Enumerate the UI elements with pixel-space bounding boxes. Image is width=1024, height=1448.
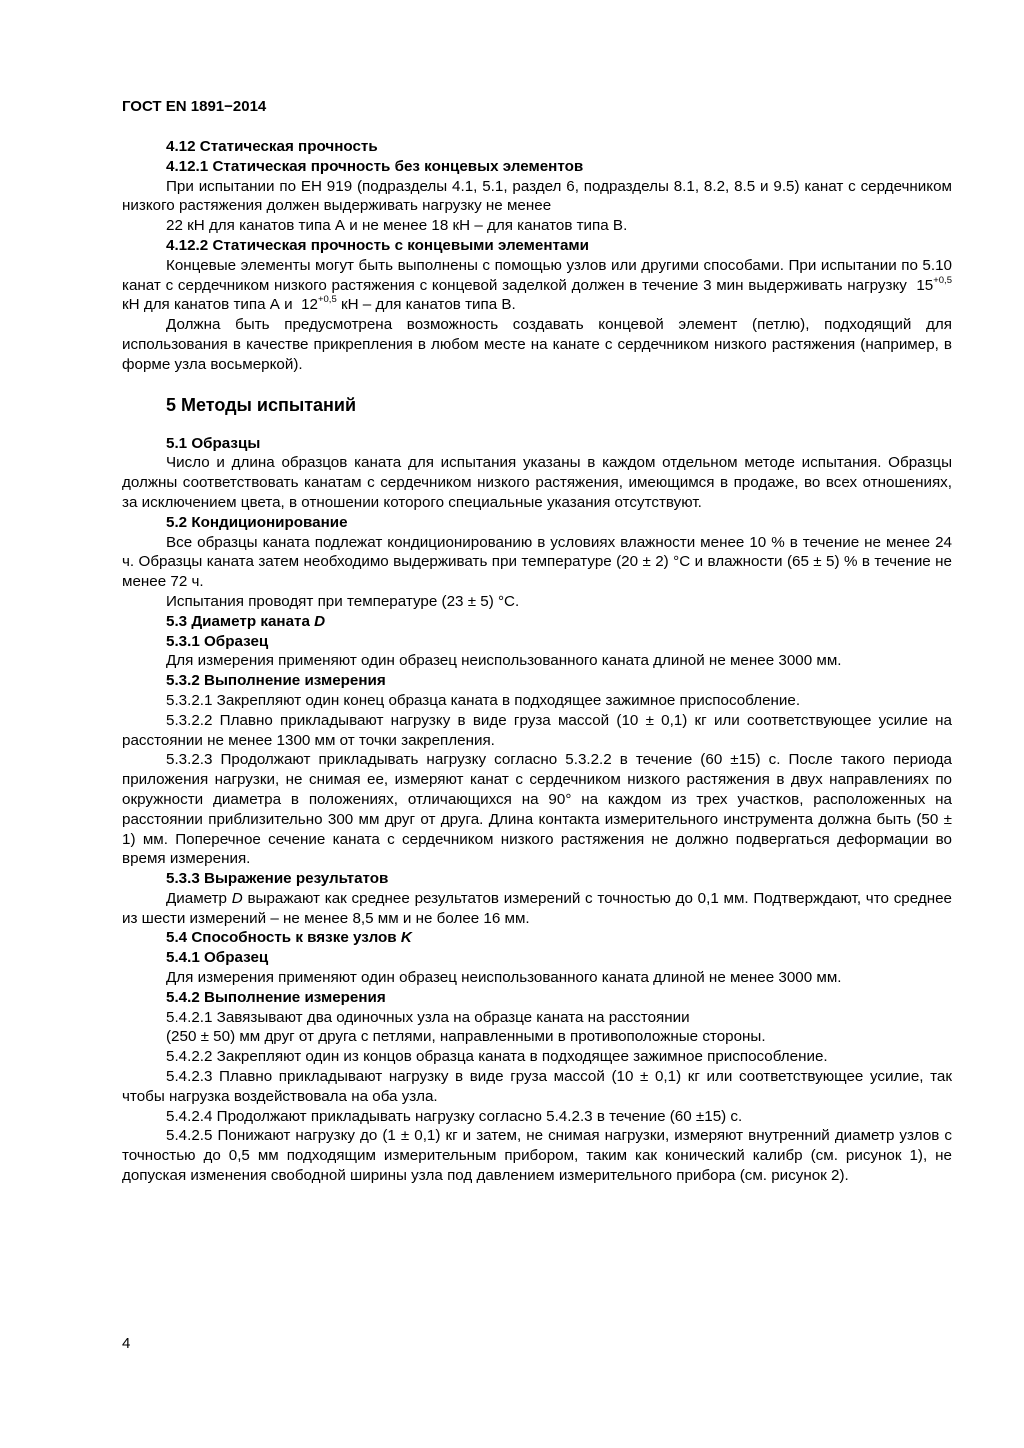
heading-5-3 <box>122 612 952 632</box>
paragraph-5-3-1: Для измерения применяют один образец неиспользованного каната длиной не менее 3000 мм. <box>166 652 842 670</box>
paragraph-5-4-2-1: 5.4.2.1 Завязывают два одиночных узла на образце каната на расстоянии <box>166 1008 690 1026</box>
heading-5-4-1: 5.4.1 Образец <box>166 949 269 967</box>
text-run: Диаметр <box>166 889 232 907</box>
text-run: кН для канатов типа А и <box>122 296 293 314</box>
text-run: Концевые элементы могут быть выполнены с помощью узлов или другими способами. При испытании по 5.10 канат с сердечником низкого растяжения с концевой заделкой должен в течение 3 мин выдерживать нагрузку <box>122 256 952 294</box>
paragraph-5-3-2-2: 5.3.2.2 Плавно прикладывают нагрузку в виде груза массой (10 ± 0,1) кг или соответствующее усилие на расстоянии не менее 1300 мм от точки закрепления. <box>122 711 952 749</box>
paragraph-5-4-2-4: 5.4.2.4 Продолжают прикладывать нагрузку согласно 5.4.2.3 в течение (60 ±15) с. <box>166 1107 743 1125</box>
document-header: ГОСТ EN 1891−2014 <box>122 98 267 115</box>
heading-5-3-1: 5.3.1 Образец <box>166 632 269 650</box>
heading-4-12: 4.12 Статическая прочность <box>166 138 378 155</box>
paragraph-5-2-b: Испытания проводят при температуре (23 ± 5) °С. <box>166 592 520 610</box>
paragraph-5-3-3 <box>122 889 952 929</box>
paragraph-4-12-1-values: 22 кН для канатов типа А и не менее 18 кН – для канатов типа В. <box>166 217 628 235</box>
paragraph-4-12-1: При испытании по ЕН 919 (подразделы 4.1, 5.1, раздел 6, подразделы 8.1, 8.2, 8.5 и 9.5) канат с сердечником низкого растяжения должен выдерживать нагрузку не менее <box>122 177 952 215</box>
load-value-b: 12 <box>301 296 318 314</box>
paragraph-5-4-1: Для измерения применяют один образец неиспользованного каната длиной не менее 3000 мм. <box>166 969 842 987</box>
paragraph-4-12-2 <box>122 256 952 315</box>
section-title-5: 5 Методы испытаний <box>166 394 357 415</box>
heading-5-2: 5.2 Кондиционирование <box>166 513 348 531</box>
heading-5-1: 5.1 Образцы <box>166 434 261 452</box>
tolerance-b: +0,5 <box>317 294 337 306</box>
symbol-d: D <box>231 889 243 907</box>
paragraph-5-2-a: Все образцы каната подлежат кондиционированию в условиях влажности менее 10 % в течение не менее 24 ч. Образцы каната затем необходимо выдерживать при температуре (20 ± 2) °С и влажности (65 ± 5) % в течение не менее 72 ч. <box>122 533 952 591</box>
symbol-k: K <box>400 929 412 947</box>
paragraph-5-4-2-3: 5.4.2.3 Плавно прикладывают нагрузку в виде груза массой (10 ± 0,1) кг или соответствующее усилие, так чтобы нагрузка воздействовала на оба узла. <box>122 1068 952 1105</box>
load-value-a: 15 <box>916 276 934 294</box>
text-run: выражают как среднее результатов измерений с точностью до 0,1 мм. Подтверждают, что среднее из шести измерений – не менее 8,5 мм и не более 16 мм. <box>122 889 952 927</box>
text-run: кН – для канатов типа В. <box>340 296 516 314</box>
page-number: 4 <box>122 1335 131 1352</box>
symbol-d: D <box>314 612 326 630</box>
heading-5-4-2: 5.4.2 Выполнение измерения <box>166 988 386 1006</box>
heading-text: 5.4 Способность к вязке узлов <box>166 929 401 947</box>
heading-5-3-3: 5.3.3 Выражение результатов <box>166 870 389 888</box>
paragraph-4-12-2-loop: Должна быть предусмотрена возможность создавать концевой элемент (петлю), подходящий для использования в качестве прикрепления в любом месте на канате с сердечником низкого растяжения (например, в форме узла восьмеркой). <box>122 316 952 373</box>
paragraph-5-4-2-1-cont: (250 ± 50) мм друг от друга с петлями, направленными в противоположные стороны. <box>166 1028 766 1046</box>
tolerance-a: +0,5 <box>933 274 952 286</box>
heading-4-12-2: 4.12.2 Статическая прочность с концевыми элементами <box>166 236 589 254</box>
heading-5-4 <box>122 928 952 948</box>
heading-text: 5.3 Диаметр каната <box>166 612 315 630</box>
heading-5-3-2: 5.3.2 Выполнение измерения <box>166 672 386 690</box>
paragraph-5-4-2-2: 5.4.2.2 Закрепляют один из концов образца каната в подходящее зажимное приспособление. <box>166 1048 828 1066</box>
heading-4-12-1: 4.12.1 Статическая прочность без концевых элементов <box>166 157 584 175</box>
paragraph-5-3-2-1: 5.3.2.1 Закрепляют один конец образца каната в подходящее зажимное приспособление. <box>166 691 801 709</box>
document-body <box>122 137 952 1186</box>
paragraph-5-4-2-5: 5.4.2.5 Понижают нагрузку до (1 ± 0,1) кг и затем, не снимая нагрузки, измеряют внутренний диаметр узлов с точностью до 0,5 мм подходящим измерительным прибором, таким как конический калибр (см. рисунок 1), не допуская изменения свободной ширины узла под давлением измерительного прибора (см. рисунок 2). <box>122 1127 952 1185</box>
paragraph-5-3-2-3: 5.3.2.3 Продолжают прикладывать нагрузку согласно 5.3.2.2 в течение (60 ±15) с. После такого периода приложения нагрузки, не снимая ее, измеряют канат с сердечником низкого растяжения в двух направлениях по окружности диаметра в положениях, отличающихся на 90° на каждом из трех участков, расположенных на расстоянии приблизительно 300 мм друг от друга. Длина контакта измерительного инструмента должна быть (50 ± 1) мм. Поперечное сечение каната с сердечником низкого растяжения не должно подвергаться деформации во время измерения. <box>122 751 952 868</box>
paragraph-5-1: Число и длина образцов каната для испытания указаны в каждом отдельном методе испытания. Образцы должны соответствовать канатам с сердечником низкого растяжения, имеющимся в продаже, во всех отношениях, за исключением цвета, в отношении которого специальные указания отсутствуют. <box>122 454 952 511</box>
